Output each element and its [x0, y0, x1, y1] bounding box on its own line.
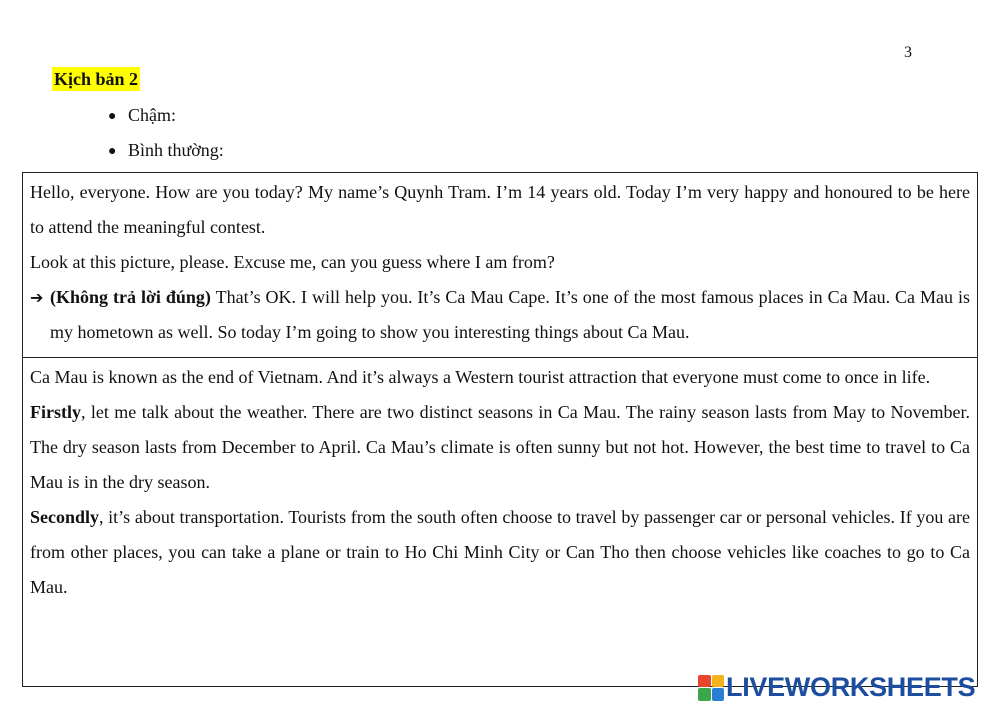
secondly-label: Secondly: [30, 507, 100, 527]
bullet-slow: [108, 103, 176, 129]
bullet-icon: ●: [108, 144, 117, 159]
transport-text: , it’s about transportation. Tourists from the south often choose to travel by passenger car or personal vehicles. If you are from other places, you can take a plane or train to Ho Chi Minh City or Can Tho then choose vehicles like coaches to go to Ca Mau.: [30, 507, 970, 597]
weather-paragraph: [30, 395, 970, 500]
script-heading: Kịch bản 2: [54, 69, 139, 89]
bullet-label: Chậm:: [128, 105, 176, 125]
bullet-normal: [108, 138, 224, 164]
page-number: 3: [904, 44, 912, 61]
body-box: [22, 357, 978, 687]
transport-paragraph: [30, 500, 970, 605]
liveworksheets-watermark: [698, 672, 975, 703]
firstly-label: Firstly: [30, 402, 81, 422]
bullet-icon: ●: [108, 109, 117, 124]
greeting-paragraph: Hello, everyone. How are you today? My name’s Quynh Tram. I’m 14 years old. Today I’m very happy and honoured to be here to attend the meaningful contest.: [30, 182, 970, 237]
intro-paragraph: Ca Mau is known as the end of Vietnam. And it’s always a Western tourist attraction that everyone must come to once in life.: [30, 367, 931, 387]
bullet-label: Bình thường:: [128, 140, 224, 160]
arrow-right-icon: ➔: [30, 288, 44, 307]
picture-paragraph: Look at this picture, please. Excuse me, can you guess where I am from?: [30, 252, 555, 272]
liveworksheets-logo-icon: [698, 675, 724, 701]
watermark-text: LIVEWORKSHEETS: [726, 672, 976, 702]
answer-condition: (Không trả lời đúng): [50, 287, 211, 307]
weather-text: , let me talk about the weather. There are two distinct seasons in Ca Mau. The rainy season lasts from May to November. The dry season lasts from December to April. Ca Mau’s climate is often sunny but not hot. However, the best time to travel to Ca Mau is in the dry season.: [30, 402, 970, 492]
answer-text: That’s OK. I will help you. It’s Ca Mau Cape. It’s one of the most famous places in Ca Mau. Ca Mau is my hometown as well. So today I’m going to show you interesting things about Ca Mau.: [50, 287, 970, 342]
intro-box: [22, 172, 978, 358]
answer-paragraph: [30, 280, 970, 350]
